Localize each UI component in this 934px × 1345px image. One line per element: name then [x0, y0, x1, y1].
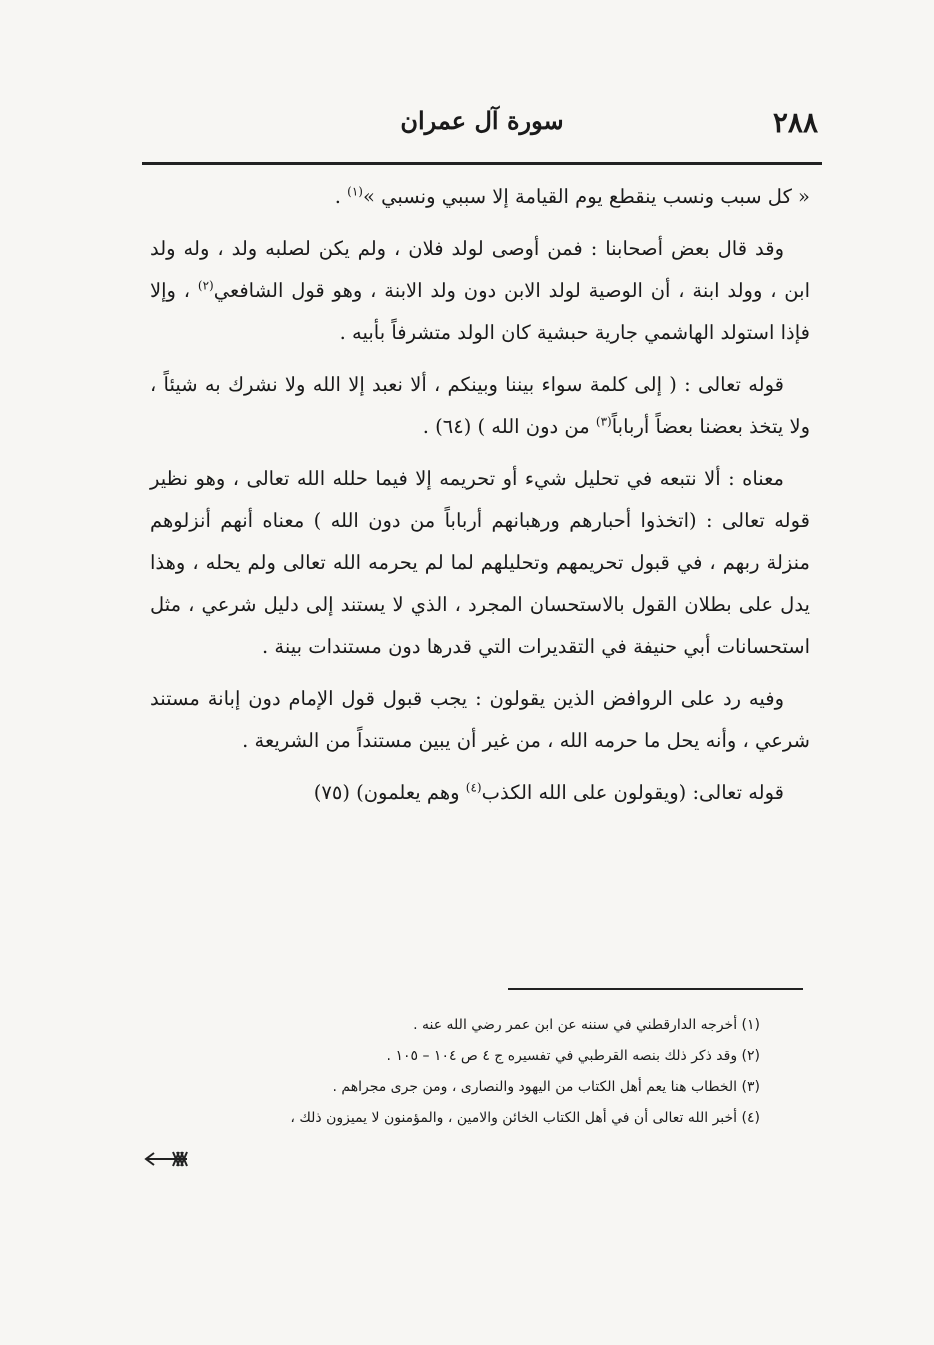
footnote-ref-3: (٣) [595, 414, 612, 429]
page-title: سورة آل عمران [400, 106, 564, 135]
page-number: ٢٨٨ [772, 106, 818, 139]
main-text [150, 176, 810, 824]
paragraph-meaning: معناه : ألا نتبعه في تحليل شيء أو تحريمه إلا فيما حلله الله تعالى ، وهو نظير قوله تعالى : (اتخذوا أحبارهم ورهبانهم أرباباً من دون الله ) معناه أنهم أنزلوهم منزلة ربهم ، في قبول تحريمهم وتحليلهم لما لم يحرمه الله تعالى ولم يحله ، وهذا يدل على بطلان القول بالاستحسان المجرد ، الذي لا يستند إلى دليل شرعي ، مثل استحسانات أبي حنيفة في التقديرات التي قدرها دون مستندات بينة . [150, 467, 810, 658]
footnote-ref-2: (٢) [197, 278, 214, 293]
footnote-3: (٣) الخطاب هنا يعم أهل الكتاب من اليهود والنصارى ، ومن جرى مجراهم . [332, 1079, 760, 1095]
footnote-1: (١) أخرجه الدارقطني في سننه عن ابن عمر رضي الله عنه . [413, 1017, 760, 1033]
paragraph-rawafid: وفيه رد على الروافض الذين يقولون : يجب قبول قول الإمام دون إبانة مستند شرعي ، وأنه يحل ما حرمه الله ، من غير أن يبين مستنداً من الشريعة . [150, 687, 810, 752]
footnotes [150, 1010, 760, 1134]
footnote-divider [508, 988, 803, 990]
paragraph-will: وقد قال بعض أصحابنا : فمن أوصى لولد فلان ، ولم يكن لصلبه ولد ، وله ولد ابن ، وولد ابنة ، أن الوصية لولد الابن دون ولد الابنة ، وهو قول الشافعي$^{(٢)}$ ، وإلا فإذا استولد الهاشمي جارية حبشية كان الولد متشرفاً بأبيه . [150, 237, 810, 344]
page-header [142, 100, 822, 148]
paragraph-verse-64: قوله تعالى : ( إلى كلمة سواء بيننا وبينكم ، ألا نعبد إلا الله ولا نشرك به شيئاً ، ولا يتخذ بعضنا بعضاً أرباباً$^{(٣)}$ من دون الله ) (٦٤) . [150, 373, 810, 438]
arrow-left-icon [143, 1150, 189, 1168]
paragraph-hadith: « كل سبب ونسب ينقطع يوم القيامة إلا سببي ونسبي »$^{(١)}$ . [334, 184, 810, 208]
footnote-ref-4: (٤) [465, 780, 482, 795]
header-divider [142, 162, 822, 165]
footnote-2: (٢) وقد ذكر ذلك بنصه القرطبي في تفسيره ج ٤ ص ١٠٤ – ١٠٥ . [386, 1048, 760, 1064]
footnote-ref-1: (١) [347, 184, 363, 199]
paragraph-verse-75: قوله تعالى: (ويقولون على الله الكذب$^{(٤)}$ وهم يعلمون) (٧٥) [313, 780, 784, 804]
footnote-4: (٤) أخبر الله تعالى أن في أهل الكتاب الخائن والامين ، والمؤمنون لا يميزون ذلك ، [290, 1110, 760, 1126]
